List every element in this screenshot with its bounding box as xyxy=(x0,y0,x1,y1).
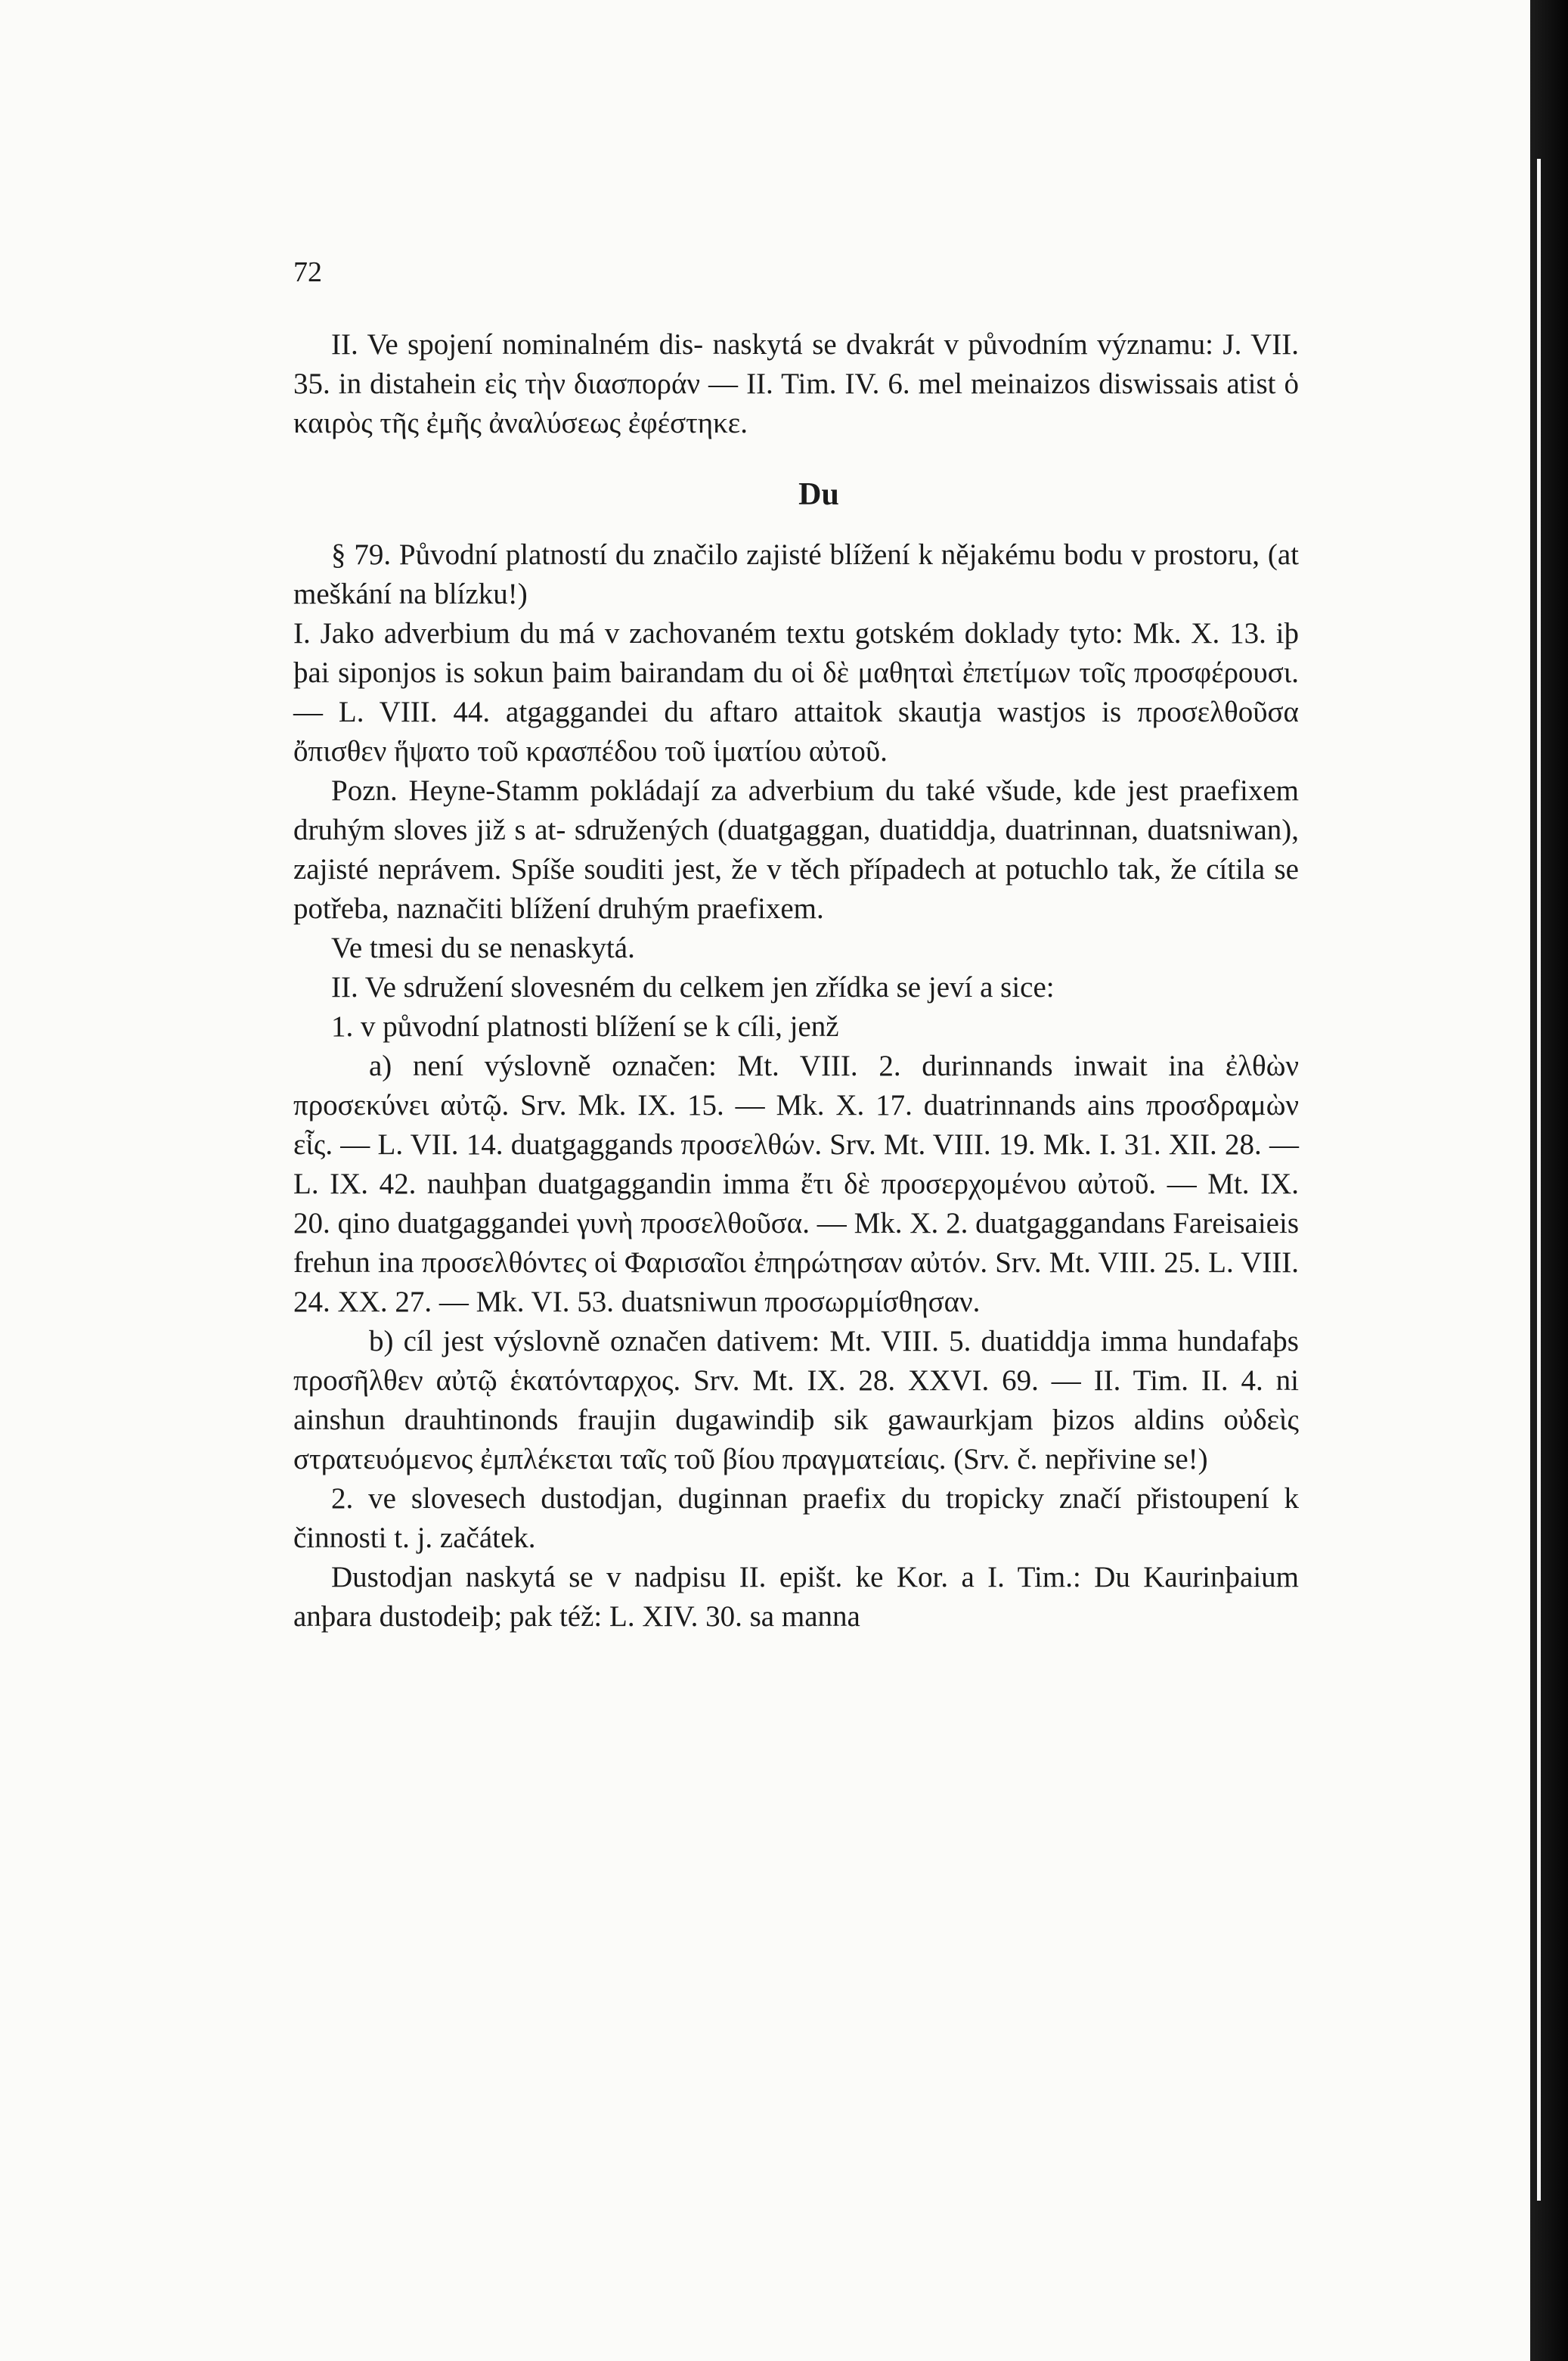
paragraph-verbal-compound: II. Ve sdružení slovesném du celkem jen zřídka se jeví a sice: xyxy=(331,971,1055,1004)
page-body xyxy=(293,325,1299,1637)
page-number: 72 xyxy=(293,256,322,288)
paragraph-point-1a: a) není výslovně označen: Mt. VIII. 2. durinnands inwait ina ἐλθὼν προσεκύνει αὐτῷ. Srv. Mk. IX. 15. — Mk. X. 17. duatrinnands ains προσδραμὼν εἷς. — L. VII. 14. duatgaggands προσελθών. Srv. Mt. VIII. 19. Mk. I. 31. XII. 28. — L. IX. 42. nauhþan duatgaggandin imma ἔτι δὲ προσερχομένου αὐτοῦ. — Mt. IX. 20. qino duatgaggandei γυνὴ προσελθοῦσα. — Mk. X. 2. duatgaggandans Fareisaieis frehun ina προσελθόντες οἱ Φαρισαῖοι ἐπηρώτησαν αὐτόν. Srv. Mt. VIII. 25. L. VIII. 24. XX. 27. — Mk. VI. 53. duatsniwun προσωρμίσθησαν. xyxy=(293,1050,1299,1318)
binding-edge xyxy=(1530,0,1568,2361)
paragraph-section-79: § 79. Původní platností du značilo zajisté blížení k nějakému bodu v prostoru, (at meškání na blízku!) xyxy=(293,538,1299,610)
paragraph-tmesis: Ve tmesi du se nenaskytá. xyxy=(331,932,635,964)
paragraph-adverbium: I. Jako adverbium du má v zachovaném textu gotském doklady tyto: Mk. X. 13. iþ þai siponjos is sokun þaim bairandam du οἱ δὲ μαθηταὶ ἐπετίμων τοῖς προσφέρουσι. — L. VIII. 44. atgaggandei du aftaro attaitok skautja wastjos is προσελθοῦσα ὄπισθεν ἥψατο τοῦ κρασπέδου τοῦ ἱματίου αὐτοῦ. xyxy=(293,617,1299,768)
section-heading: Du xyxy=(798,477,839,512)
paragraph-dustodjan: Dustodjan naskytá se v nadpisu II. epišt. ke Kor. a I. Tim.: Du Kaurinþaium anþara dustodeiþ; pak též: L. XIV. 30. sa manna xyxy=(293,1561,1299,1633)
paragraph-point-2: 2. ve slovesech dustodjan, duginnan praefix du tropicky značí přistoupení k činnosti t. j. začátek. xyxy=(293,1482,1299,1554)
paragraph-point-1: 1. v původní platnosti blížení se k cíli, jenž xyxy=(331,1010,839,1043)
paragraph-nominal-dis: II. Ve spojení nominalném dis- naskytá se dvakrát v původním významu: J. VII. 35. in distahein εἰς τὴν διασποράν — II. Tim. IV. 6. mel meinaizos diswissais atist ὁ καιρὸς τῆς ἐμῆς ἀναλύσεως ἐφέστηκε. xyxy=(293,328,1299,439)
paragraph-point-1b: b) cíl jest výslovně označen dativem: Mt. VIII. 5. duatiddja imma hundafaþs προσῆλθεν αὐτῷ ἑκατόνταρχος. Srv. Mt. IX. 28. XXVI. 69. — II. Tim. II. 4. ni ainshun drauhtinonds fraujin dugawindiþ sik gawaurkjam þizos aldins οὐδεὶς στρατευόμενος ἐμπλέκεται ταῖς τοῦ βίου πραγματείαις. (Srv. č. nepřivine se!) xyxy=(293,1325,1299,1475)
binding-rule-line xyxy=(1537,159,1541,2201)
paragraph-note-heyne-stamm: Pozn. Heyne-Stamm pokládají za adverbium du také všude, kde jest praefixem druhým sloves již s at- sdružených (duatgaggan, duatiddja, duatrinnan, duatsniwan), zajisté neprávem. Spíše souditi jest, že v těch případech at potuchlo tak, že cítila se potřeba, naznačiti blížení druhým praefixem. xyxy=(293,774,1299,925)
